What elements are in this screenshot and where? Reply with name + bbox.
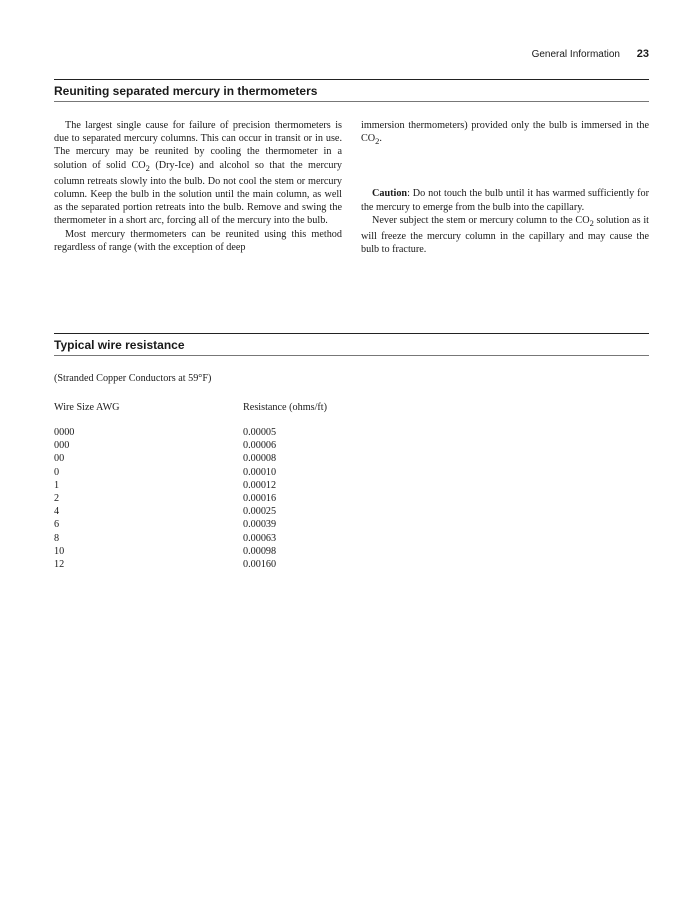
mercury-column-right: [361, 119, 649, 256]
resistance-cell: 0.00012: [243, 479, 277, 491]
awg-cell: 12: [54, 559, 65, 571]
awg-cell: 0000: [54, 427, 75, 438]
resistance-cell: 0.00006: [243, 440, 277, 452]
column-header-resistance: Resistance (ohms/ft): [243, 402, 328, 413]
table-row: [54, 545, 327, 558]
resistance-cell: 0.00098: [243, 545, 277, 557]
page-number: 23: [636, 48, 649, 60]
running-head-section: General Information: [531, 49, 620, 60]
awg-cell: 6: [54, 519, 60, 531]
resistance-cell: 0.00010: [243, 466, 277, 478]
column-header-awg: Wire Size AWG: [54, 402, 120, 413]
paragraph: Never subject the stem or mercury column to the $CO_2$ solution as it will freeze the mercury column in the capillary and may cause the bulb to fracture.: [361, 214, 649, 256]
section-rule-top: [54, 333, 649, 334]
table-row: [54, 532, 327, 545]
awg-cell: 4: [54, 506, 60, 518]
resistance-cell: 0.00016: [243, 493, 277, 505]
running-head: [532, 48, 649, 60]
awg-cell: 1: [54, 479, 60, 491]
section-heading-wire: Typical wire resistance: [54, 338, 185, 352]
table-row: [54, 518, 327, 531]
resistance-cell: 0.00039: [243, 519, 277, 531]
resistance-cell: 0.00005: [243, 427, 277, 438]
mercury-column-left: [54, 119, 342, 254]
table-row: [54, 558, 327, 571]
table-row: [54, 452, 327, 465]
section-rule-bottom: [54, 355, 649, 356]
wire-resistance-table: [54, 401, 327, 571]
resistance-cell: 0.00008: [243, 453, 277, 465]
section-heading-mercury: Reuniting separated mercury in thermometers: [54, 84, 318, 98]
awg-cell: 8: [54, 532, 60, 544]
table-row: [54, 479, 327, 492]
table-row: [54, 426, 327, 439]
paragraph: Most mercury thermometers can be reunited using this method regardless of range (with the exception of deep: [54, 228, 342, 253]
section-rule-top: [54, 79, 649, 80]
table-row: [54, 492, 327, 505]
caution-paragraph: Caution: Do not touch the bulb until it has warmed sufficiently for the mercury to emerge from the bulb into the capillary.: [361, 188, 649, 213]
paragraph: The largest single cause for failure of precision thermometers is due to separated mercury columns. This can occur in transit or in use. The mercury may be reunited by cooling the thermometer in a solution of solid $CO_2$ (Dry-Ice) and alcohol so that the mercury column retreats slowly into the bulb. Do not cool the stem or mercury column. Keep the bulb in the solution until the main column, as well as the separated portion retreats into the bulb. Remove and swing the thermometer in a short arc, forcing all of the mercury into the bulb.: [54, 120, 342, 227]
awg-cell: 2: [54, 493, 60, 505]
paragraph: immersion thermometers) provided only the bulb is immersed in the $CO_2$.: [361, 120, 649, 147]
table-row: [54, 466, 327, 479]
table-row: [54, 439, 327, 452]
resistance-cell: 0.00160: [243, 559, 277, 571]
resistance-cell: 0.00025: [243, 506, 277, 518]
table-header-row: [54, 401, 327, 426]
section-rule-bottom: [54, 101, 649, 102]
resistance-cell: 0.00063: [243, 532, 277, 544]
caution-label: Caution: [372, 188, 408, 200]
table-caption: (Stranded Copper Conductors at 59°F): [54, 373, 212, 384]
awg-cell: 0: [54, 466, 60, 478]
awg-cell: 00: [54, 453, 65, 465]
awg-cell: 000: [54, 440, 70, 452]
awg-cell: 10: [54, 545, 65, 557]
table-row: [54, 505, 327, 518]
